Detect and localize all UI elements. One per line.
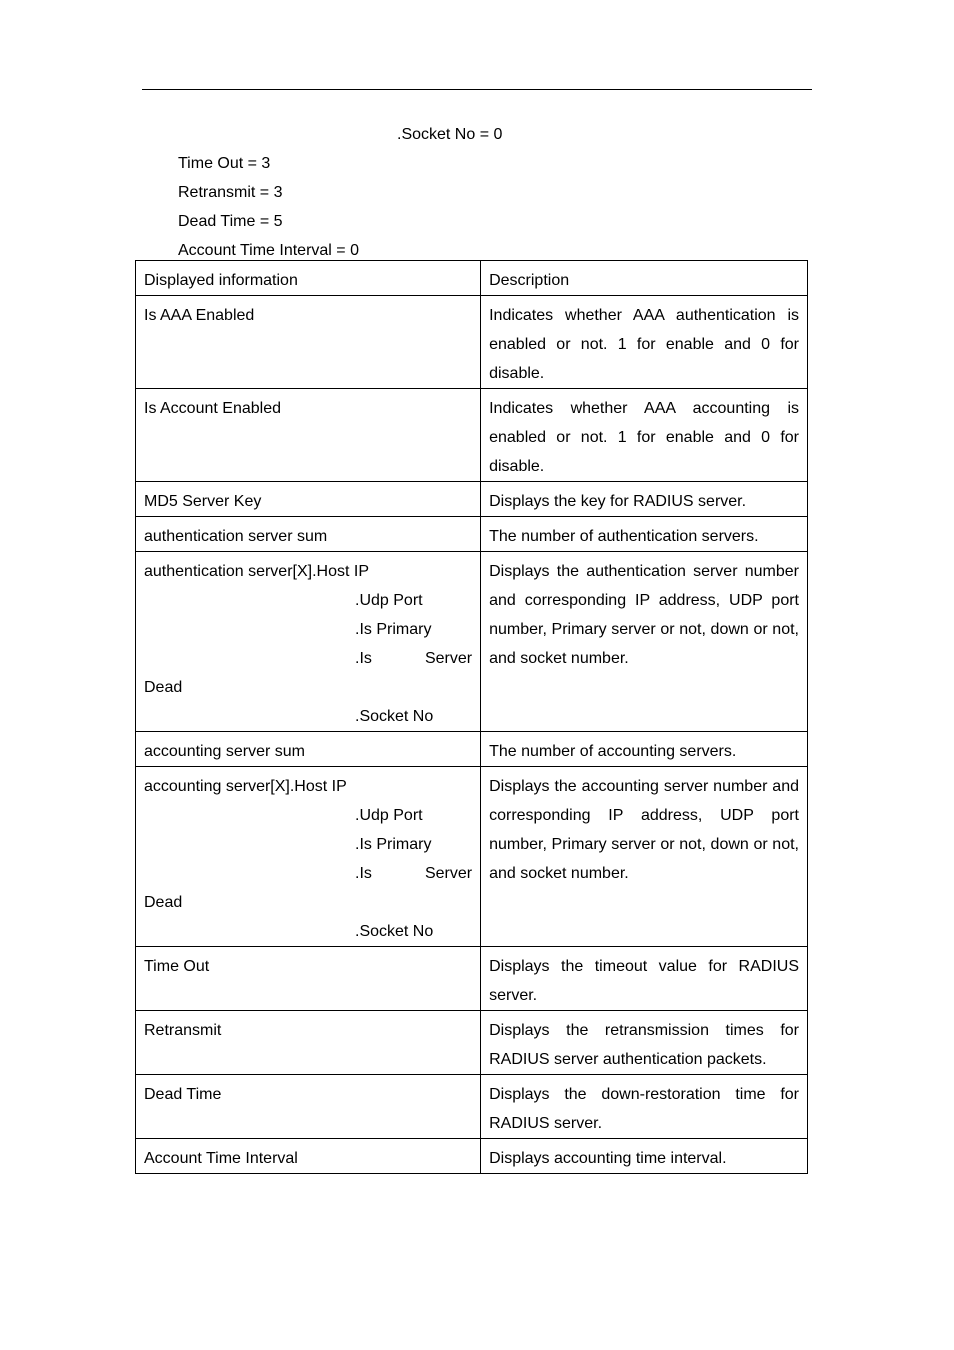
row-description: Displays the authentication server number and corresponding IP address, UDP port number, Primary server or not, down or not, and socket number. (481, 552, 808, 732)
sub-udp-port: .Udp Port (355, 807, 423, 824)
row-description: Indicates whether AAA accounting is enabled or not. 1 for enable and 0 for disable. (481, 389, 808, 482)
row-name: accounting server[X].Host IP (144, 778, 347, 795)
sub-dead: Dead (144, 894, 183, 911)
row-description: Displays the timeout value for RADIUS server. (481, 947, 808, 1011)
sub-server: Server (424, 650, 473, 667)
row-name: Time Out (136, 947, 481, 1011)
preamble-time-out: Time Out = 3 (178, 155, 271, 172)
table-row (136, 1075, 808, 1139)
sub-is: .Is (355, 865, 372, 882)
table-row (136, 732, 808, 767)
sub-socket-no: .Socket No (355, 923, 434, 940)
row-name: Retransmit (136, 1011, 481, 1075)
table-header-row (136, 261, 808, 296)
row-name: authentication server sum (136, 517, 481, 552)
row-name-multiline (136, 552, 481, 732)
sub-is-primary: .Is Primary (355, 621, 432, 638)
preamble-retransmit: Retransmit = 3 (178, 184, 283, 201)
row-description: The number of authentication servers. (481, 517, 808, 552)
sub-udp-port: .Udp Port (355, 592, 423, 609)
preamble-dead-time: Dead Time = 5 (178, 213, 283, 230)
row-name: Dead Time (136, 1075, 481, 1139)
sub-is-server (144, 859, 472, 888)
row-description: Displays accounting time interval. (481, 1139, 808, 1174)
displayed-info-table (135, 260, 808, 1174)
row-description: Displays the retransmission times for RADIUS server authentication packets. (481, 1011, 808, 1075)
sub-is-server (144, 644, 472, 673)
sub-dead: Dead (144, 679, 183, 696)
table-row (136, 552, 808, 732)
table-row (136, 1011, 808, 1075)
sub-is-primary: .Is Primary (355, 836, 432, 853)
table-row (136, 482, 808, 517)
table-row (136, 1139, 808, 1174)
header-displayed-information: Displayed information (136, 261, 481, 296)
row-name-multiline (136, 767, 481, 947)
row-description: Indicates whether AAA authentication is enabled or not. 1 for enable and 0 for disable. (481, 296, 808, 389)
row-description: Displays the key for RADIUS server. (481, 482, 808, 517)
sub-is: .Is (355, 650, 372, 667)
row-name: authentication server[X].Host IP (144, 563, 369, 580)
preamble-account-time-interval: Account Time Interval = 0 (178, 242, 359, 259)
row-name: Is AAA Enabled (136, 296, 481, 389)
row-description: Displays the down-restoration time for RADIUS server. (481, 1075, 808, 1139)
row-name: MD5 Server Key (136, 482, 481, 517)
row-description: Displays the accounting server number and corresponding IP address, UDP port number, Primary server or not, down or not, and socket number. (481, 767, 808, 947)
table-row (136, 389, 808, 482)
row-name: accounting server sum (136, 732, 481, 767)
table-row (136, 296, 808, 389)
row-name: Account Time Interval (136, 1139, 481, 1174)
table-row (136, 517, 808, 552)
table-row (136, 947, 808, 1011)
header-description: Description (481, 261, 808, 296)
preamble-socket-no: .Socket No = 0 (397, 126, 503, 143)
sub-socket-no: .Socket No (355, 708, 434, 725)
row-name: Is Account Enabled (136, 389, 481, 482)
row-description: The number of accounting servers. (481, 732, 808, 767)
table-row (136, 767, 808, 947)
header-rule (142, 89, 812, 90)
sub-server: Server (424, 865, 473, 882)
